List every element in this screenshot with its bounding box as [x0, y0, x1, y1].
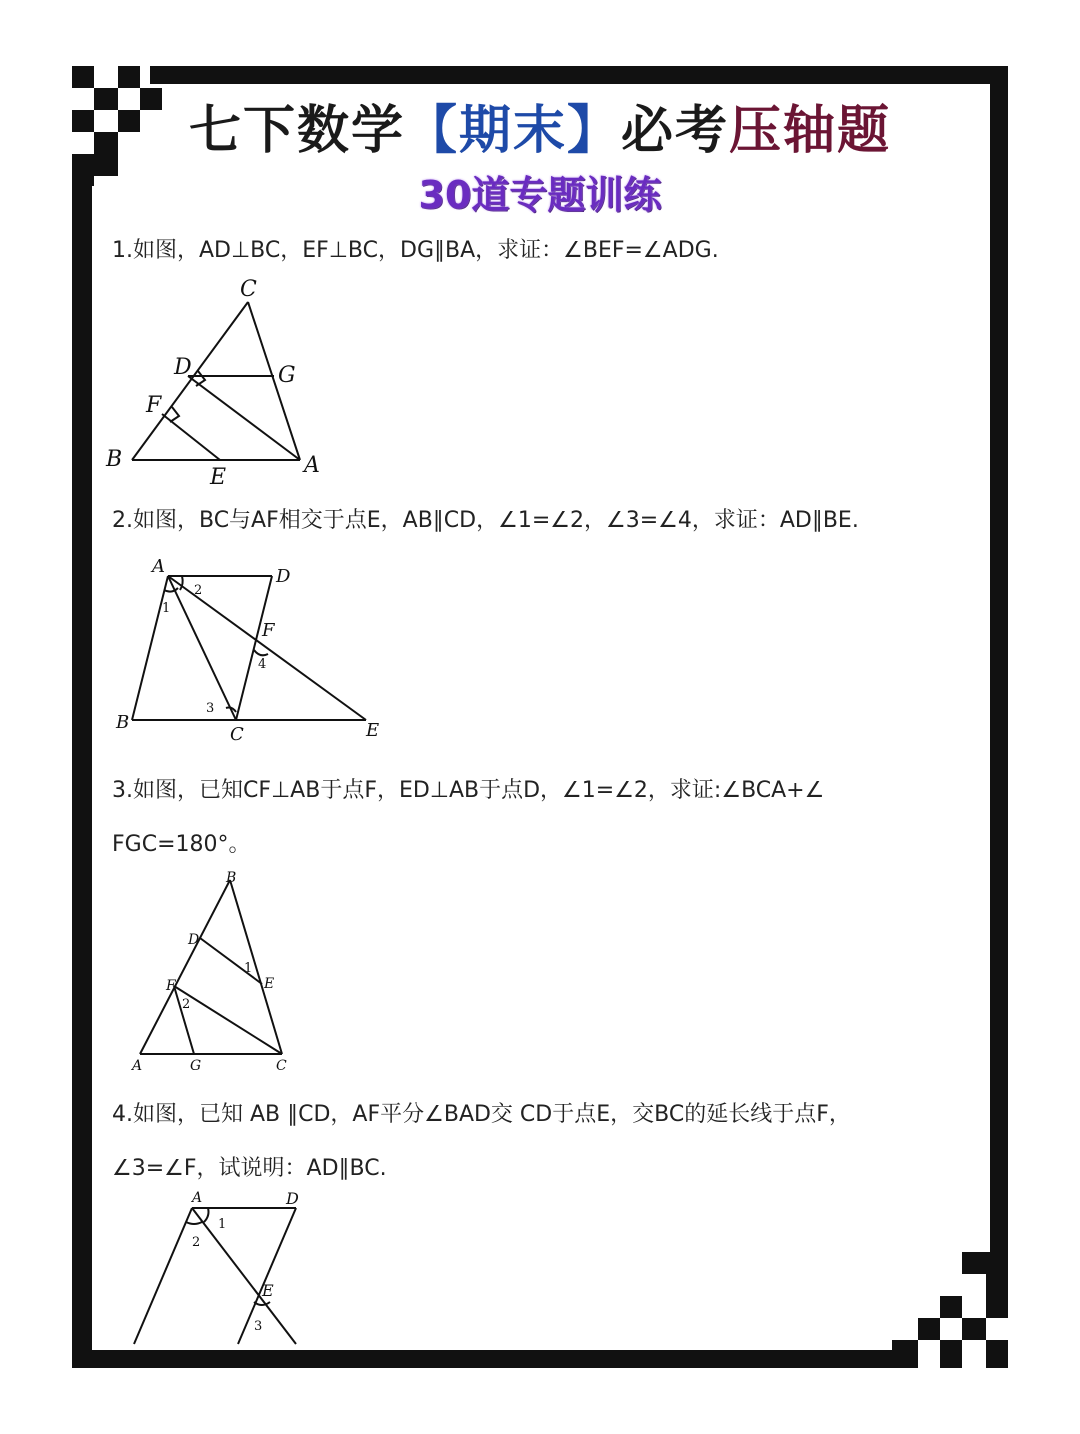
q4-label-e: E — [262, 1281, 274, 1300]
q1-label-g: G — [278, 363, 296, 388]
question-4-line2: ∠3=∠F，试说明：AD∥BC. — [112, 1156, 387, 1181]
q4-label-1: 1 — [218, 1217, 227, 1232]
q4-label-3: 3 — [254, 1319, 263, 1334]
q3-label-e: E — [264, 976, 275, 992]
q3-label-g: G — [190, 1058, 202, 1074]
q2-arc-2 — [180, 576, 183, 590]
q1-label-d: D — [174, 355, 192, 380]
title-highlight: 期末 — [458, 101, 567, 161]
q3-label-d: D — [188, 932, 200, 948]
q3-line-de — [200, 938, 262, 984]
title-bracket-right: 】 — [567, 101, 622, 161]
q4-label-d: D — [286, 1189, 299, 1208]
question-3-text — [112, 776, 982, 860]
q4-line-ab — [134, 1208, 192, 1344]
question-4-text — [112, 1100, 982, 1184]
question-4-line1: 4.如图，已知 AB ∥CD，AF平分∠BAD交 CD于点E，交BC的延长线于点F， — [112, 1102, 851, 1127]
q3-label-a: A — [132, 1058, 143, 1074]
title-part1: 七下数学 — [188, 101, 405, 161]
q3-label-2: 2 — [182, 997, 191, 1012]
title-bracket-left: 【 — [404, 101, 459, 161]
q2-label-1: 1 — [162, 601, 171, 616]
question-4-figure — [120, 1184, 320, 1346]
q3-line-ba — [140, 880, 230, 1054]
title-red: 压轴题 — [729, 101, 892, 161]
q2-label-a: A — [152, 556, 165, 577]
question-2-figure — [112, 556, 392, 746]
frame-border-left — [72, 186, 92, 1368]
q3-label-1: 1 — [244, 961, 253, 976]
q2-label-3: 3 — [206, 701, 215, 716]
q2-label-d: D — [276, 566, 291, 587]
q1-label-e: E — [210, 465, 227, 490]
q1-label-b: B — [106, 447, 123, 472]
q2-label-e: E — [366, 720, 380, 741]
q2-label-c: C — [230, 724, 244, 745]
q4-line-af — [192, 1208, 296, 1344]
title-part2: 必考 — [621, 101, 730, 161]
frame-border-right — [990, 66, 1008, 1256]
question-1-figure — [100, 276, 340, 496]
q4-arc-1 — [204, 1208, 209, 1222]
q2-line-ab — [132, 576, 171, 720]
q2-label-b: B — [116, 712, 130, 733]
question-2-text: 2.如图，BC与AF相交于点E，AB∥CD，∠1=∠2，∠3=∠4，求证：AD∥BE. — [112, 508, 859, 533]
q4-line-dc — [238, 1208, 296, 1344]
q4-label-2: 2 — [192, 1235, 201, 1250]
question-3-line1: 3.如图，已知CF⊥AB于点F，ED⊥AB于点D，∠1=∠2，求证:∠BCA+∠ — [112, 778, 825, 803]
question-1-text: 1.如图，AD⊥BC，EF⊥BC，DG∥BA，求证：∠BEF=∠ADG. — [112, 238, 719, 263]
page-subtitle: 30道专题训练 — [418, 173, 662, 217]
q2-arc-4 — [254, 650, 268, 655]
q3-label-f: F — [166, 978, 176, 994]
q1-label-c: C — [240, 277, 257, 302]
frame-border-bottom — [72, 1350, 892, 1368]
question-3-line2: FGC=180°。 — [112, 832, 251, 857]
q1-label-f: F — [146, 393, 162, 418]
q2-label-2: 2 — [194, 583, 203, 598]
q1-right-angle-f — [170, 407, 179, 422]
q4-label-a: A — [192, 1190, 203, 1206]
question-3-figure — [124, 866, 304, 1076]
q1-label-a: A — [304, 453, 320, 478]
q4-arc-3 — [254, 1302, 270, 1305]
q3-label-c: C — [276, 1058, 287, 1074]
q2-label-4: 4 — [258, 657, 267, 672]
frame-border-top — [150, 66, 1008, 84]
q3-label-b: B — [226, 870, 237, 886]
q2-label-f: F — [262, 620, 275, 641]
page-title — [0, 96, 1080, 166]
q4-arc-2 — [186, 1222, 202, 1224]
